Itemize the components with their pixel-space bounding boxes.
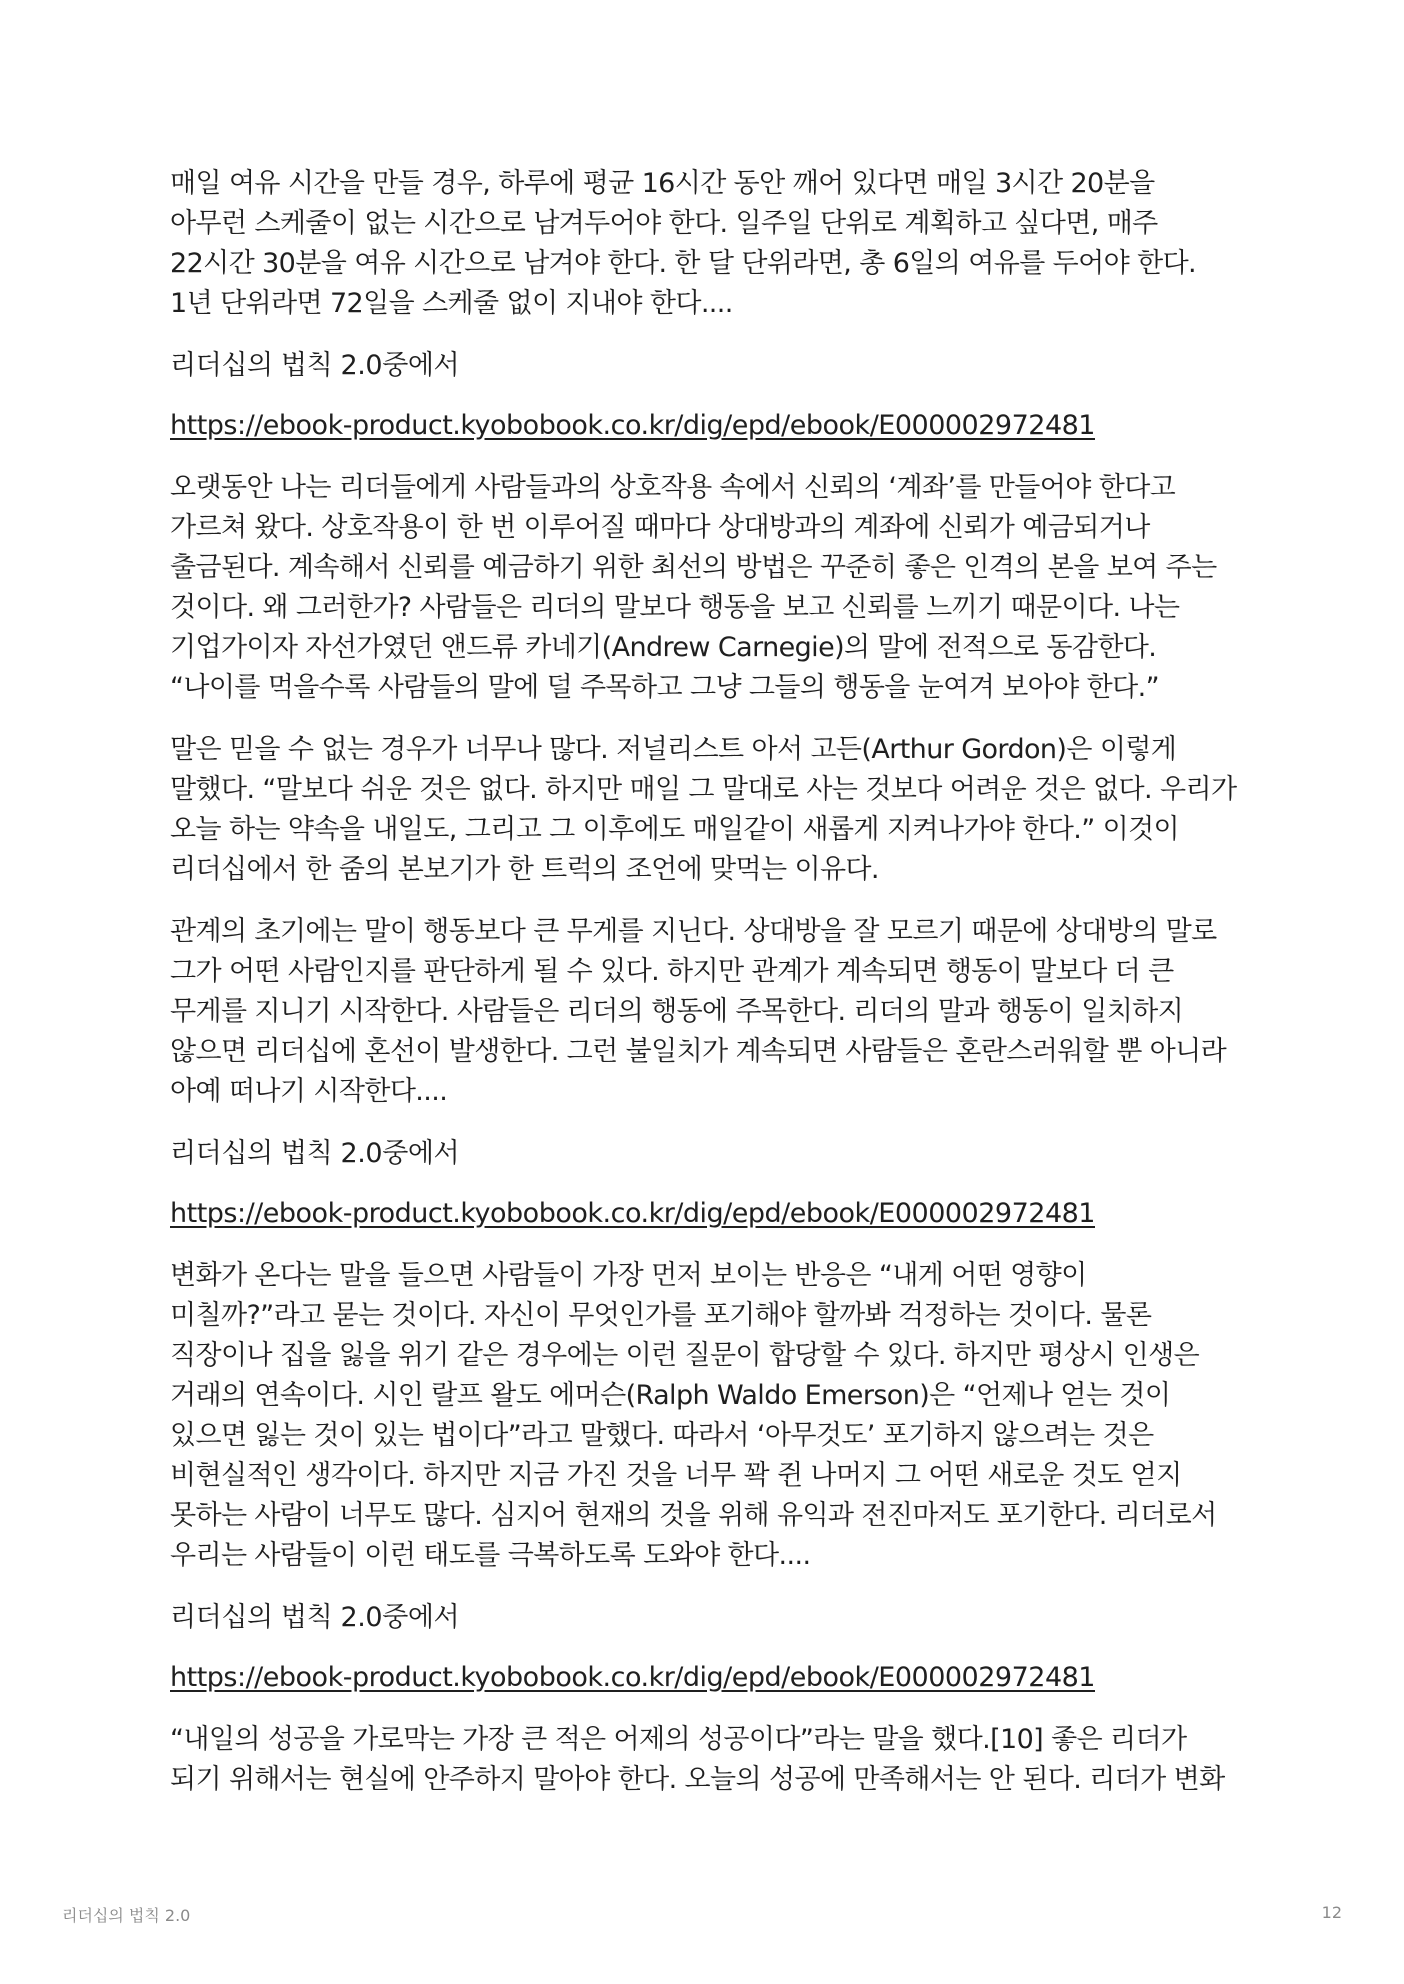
paragraph-change-reaction: 변화가 온다는 말을 들으면 사람들이 가장 먼저 보이는 반응은 “내게 어떤 영향이 미칠까?”라고 묻는 것이다. 자신이 무엇인가를 포기해야 할까봐 걱정하는 것이다. 물론 직장이나 집을 잃을 위기 같은 경우에는 이런 질문이 합당할 수 있다. 하지만 평상시 인생은 거래의 연속이다. 시인 랄프 왈도 에머슨(Ralph Waldo Emerson)은 “언제나 얻는 것이 있으면 잃는 것이 있는 법이다”라고 말했다. 따라서 ‘아무것도’ 포기하지 않으려는 것은 비현실적인 생각이다. 하지만 지금 가진 것을 너무 꽉 쥔 나머지 그 어떤 새로운 것도 얻지 못하는 사람이 너무도 많다. 심지어 현재의 것을 위해 유익과 전진마저도 포기한다. 리더로서 우리는 사람들이 이런 태도를 극복하도록 도와야 한다.... — [170, 1260, 1217, 1571]
paragraph-relationship-weight: 관계의 초기에는 말이 행동보다 큰 무게를 지닌다. 상대방을 잘 모르기 때문에 상대방의 말로 그가 어떤 사람인지를 판단하게 될 수 있다. 하지만 관계가 계속되면 행동이 말보다 더 큰 무게를 지니기 시작한다. 사람들은 리더의 행동에 주목한다. 리더의 말과 행동이 일치하지 않으면 리더십에 혼선이 발생한다. 그런 불일치가 계속되면 사람들은 혼란스러워할 뿐 아니라 아예 떠나기 시작한다.... — [170, 916, 1227, 1107]
page-content — [170, 164, 1238, 1822]
paragraph-trust-account: 오랫동안 나는 리더들에게 사람들과의 상호작용 속에서 신뢰의 ‘계좌’를 만들어야 한다고 가르쳐 왔다. 상호작용이 한 번 이루어질 때마다 상대방과의 계좌에 신뢰가 예금되거나 출금된다. 계속해서 신뢰를 예금하기 위한 최선의 방법은 꾸준히 좋은 인격의 본을 보여 주는 것이다. 왜 그러한가? 사람들은 리더의 말보다 행동을 보고 신뢰를 느끼기 때문이다. 나는 기업가이자 자선가였던 앤드류 카네기(Andrew Carnegie)의 말에 전적으로 동감한다. “나이를 먹을수록 사람들의 말에 덜 주목하고 그냥 그들의 행동을 눈여겨 보아야 한다.” — [170, 472, 1217, 703]
ebook-link[interactable]: https://ebook-product.kyobobook.co.kr/dig/epd/ebook/E000002972481 — [170, 1198, 1095, 1229]
paragraph-yesterday-success: “내일의 성공을 가로막는 가장 큰 적은 어제의 성공이다”라는 말을 했다.[10] 좋은 리더가 되기 위해서는 현실에 안주하지 말아야 한다. 오늘의 성공에 만족해서는 안 된다. 리더가 변화 — [170, 1724, 1225, 1795]
source-citation: 리더십의 법칙 2.0중에서 — [170, 350, 460, 381]
footer-book-title: 리더십의 법칙 2.0 — [62, 1906, 191, 1925]
ebook-link[interactable]: https://ebook-product.kyobobook.co.kr/dig/epd/ebook/E000002972481 — [170, 1662, 1095, 1693]
ebook-link[interactable]: https://ebook-product.kyobobook.co.kr/dig/epd/ebook/E000002972481 — [170, 410, 1095, 441]
footer-page-number: 12 — [1321, 1903, 1342, 1922]
source-citation: 리더십의 법칙 2.0중에서 — [170, 1138, 460, 1169]
paragraph-spare-time: 매일 여유 시간을 만들 경우, 하루에 평균 16시간 동안 깨어 있다면 매일 3시간 20분을 아무런 스케줄이 없는 시간으로 남겨두어야 한다. 일주일 단위로 계획하고 싶다면, 매주 22시간 30분을 여유 시간으로 남겨야 한다. 한 달 단위라면, 총 6일의 여유를 두어야 한다. 1년 단위라면 72일을 스케줄 없이 지내야 한다.... — [170, 168, 1197, 319]
paragraph-words-actions: 말은 믿을 수 없는 경우가 너무나 많다. 저널리스트 아서 고든(Arthur Gordon)은 이렇게 말했다. “말보다 쉬운 것은 없다. 하지만 매일 그 말대로 사는 것보다 어려운 것은 없다. 우리가 오늘 하는 약속을 내일도, 그리고 그 이후에도 매일같이 새롭게 지켜나가야 한다.” 이것이 리더십에서 한 줌의 본보기가 한 트럭의 조언에 맞먹는 이유다. — [170, 734, 1237, 885]
source-citation: 리더십의 법칙 2.0중에서 — [170, 1602, 460, 1633]
